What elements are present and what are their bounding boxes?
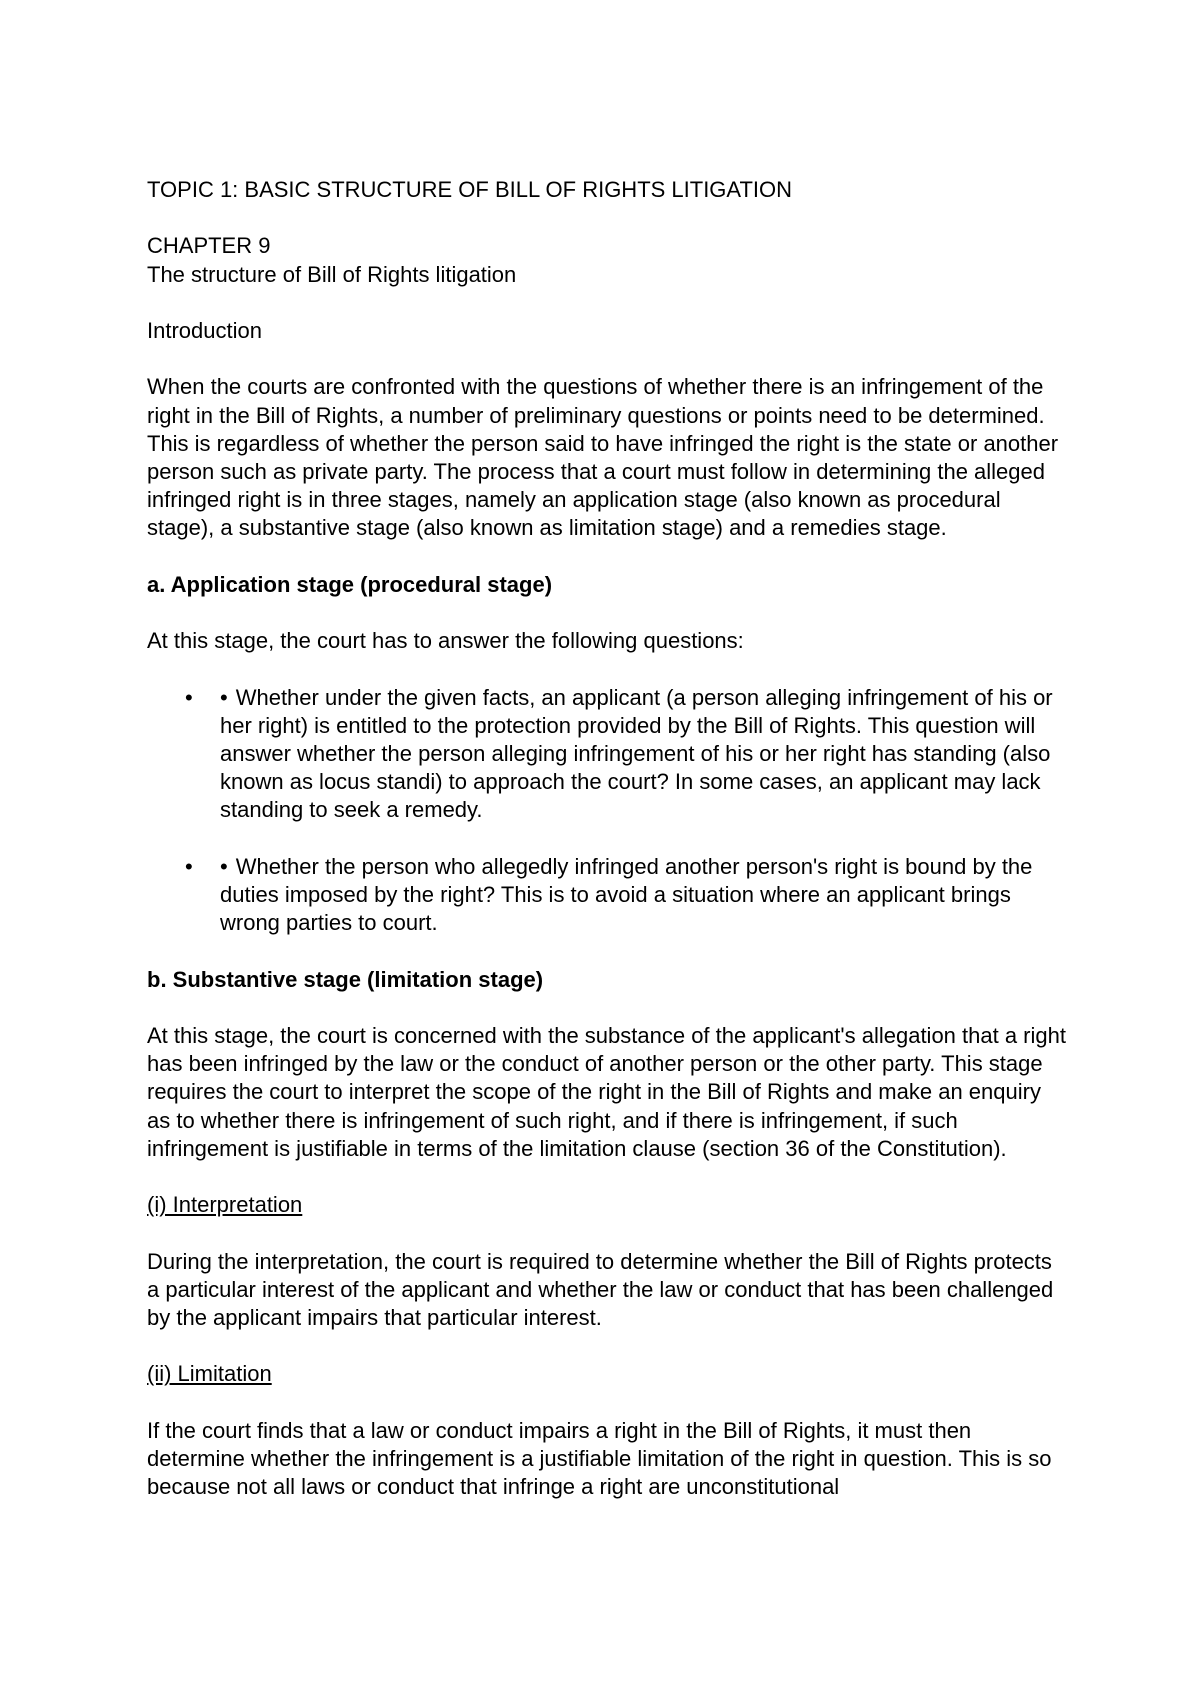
interpretation-heading [147,1191,1067,1219]
section-a-lead: At this stage, the court has to answer the following questions: [147,628,744,654]
list-item [147,853,1067,938]
limitation-paragraph: If the court finds that a law or conduct impairs a right in the Bill of Rights, it must then determine whether the infringement is a justifiable limitation of the right in question. This is so because not all laws or conduct that infringe a right are unconstitutional [147,1417,1052,1500]
document-title: TOPIC 1: BASIC STRUCTURE OF BILL OF RIGHTS LITIGATION [147,177,793,202]
limitation-heading [147,1360,1067,1388]
spacer [147,204,1067,232]
section-a-bullet-list [147,684,1067,938]
list-item [147,684,1067,825]
chapter-number: CHAPTER 9 [147,233,271,259]
section-b-paragraph: At this stage, the court is concerned with the substance of the applicant's allegation that a right has been infringed by the law or the conduct of another person or the other party. This stage requires the court to interpret the scope of the right in the Bill of Rights and make an enquiry as to whether there is infringement of such right, and if there is infringement, if such infringement is justifiable in terms of the limitation clause (section 36 of the Constitution). [147,1022,1066,1161]
bullet-icon: • [185,853,193,879]
limitation-heading-text: (ii) Limitation [147,1361,272,1387]
intro-heading: Introduction [147,317,262,343]
bullet-icon: • [185,684,193,710]
document-page [147,176,1067,1501]
list-item-text: Whether under the given facts, an applicant (a person alleging infringement of his or her right) is entitled to the protection provided by the Bill of Rights. This question will answer whether the person alleging infringement of his or her right has standing (also known as locus standi) to approach the court? In some cases, an applicant may lack standing to seek a remedy. [220,684,1053,823]
list-item-text: Whether the person who allegedly infringed another person's right is bound by the duties imposed by the right? This is to avoid a situation where an applicant brings wrong parties to court. [220,853,1033,936]
interpretation-heading-text: (i) Interpretation [147,1192,303,1218]
section-b-heading: b. Substantive stage (limitation stage) [147,966,544,992]
interpretation-paragraph: During the interpretation, the court is required to determine whether the Bill of Rights protects a particular interest of the applicant and whether the law or conduct that has been challenged by the applicant impairs that particular interest. [147,1248,1054,1330]
intro-paragraph: When the courts are confronted with the questions of whether there is an infringement of the right in the Bill of Rights, a number of preliminary questions or points need to be determined. This is regardless of whether the person said to have infringed the right is the state or another person such as private party. The process that a court must follow in determining the alleged infringed right is in three stages, namely an application stage (also known as procedural stage), a substantive stage (also known as limitation stage) and a remedies stage. [147,374,1059,541]
chapter-title: The structure of Bill of Rights litigation [147,261,517,287]
bullet-icon: • [220,853,228,879]
bullet-icon: • [220,684,228,710]
section-a-heading: a. Application stage (procedural stage) [147,571,553,597]
